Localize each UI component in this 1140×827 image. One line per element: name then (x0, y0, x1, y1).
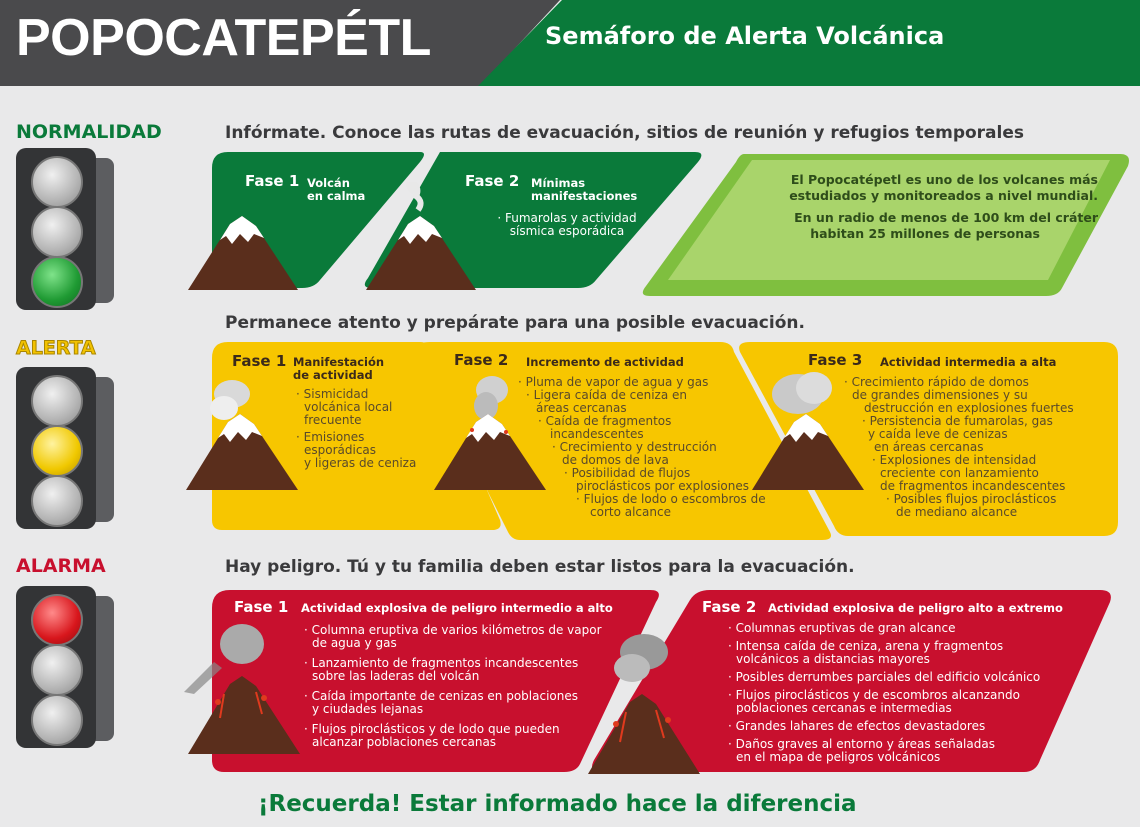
normalidad-fase1-name: Volcán en calma (307, 176, 366, 203)
page-title: POPOCATEPÉTL (16, 9, 431, 67)
level-normalidad-label: NORMALIDAD (16, 121, 162, 143)
alerta-fase1-name: Manifestación de actividad (293, 355, 385, 382)
page-subtitle: Semáforo de Alerta Volcánica (545, 22, 945, 50)
volcano-alarm1-icon (184, 622, 304, 756)
alerta-fase2-title: Fase 2 (454, 351, 509, 369)
alerta-fase2-items: · Pluma de vapor de agua y gas · Ligera caída de ceniza en áreas cercanas · Caída de fragmentos incandescentes · Crecimiento y destrucción de domos de lava · Posibilidad de flujos piroclásticos por explosiones · Flujos de lodo o escombros de corto alcance (518, 375, 766, 519)
normalidad-info-text: El Popocatépetl es uno de los volcanes más estudiados y monitoreados a nivel mundial. En un radio de menos de 100 km del cráter habitan 25 millones de personas (789, 172, 1098, 241)
alarma-fase1-name: Actividad explosiva de peligro intermedio a alto (301, 601, 613, 615)
alerta-heading: Permanece atento y prepárate para una posible evacuación. (225, 313, 805, 333)
normalidad-fase2-items: · Fumarolas y actividad sísmica esporádica (497, 211, 637, 238)
normalidad-heading: Infórmate. Conoce las rutas de evacuación, sitios de reunión y refugios temporales (225, 123, 1024, 143)
normalidad-fase1-title: Fase 1 (245, 172, 300, 190)
alerta-fase3-items: · Crecimiento rápido de domos de grandes dimensiones y su destrucción en explosiones fuertes · Persistencia de fumarolas, gas y caída leve de cenizas en áreas cercanas · Explosiones de intensidad creciente con lanzamiento de fragmentos incandescentes · Posibles flujos piroclásticos de mediano alcance (844, 375, 1074, 519)
alarma-fase2-items: · Columnas eruptivas de gran alcance · Intensa caída de ceniza, arena y fragmentos volcánicos a distancias mayores · Posibles derrumbes parciales del edificio volcánico · Flujos piroclásticos y de escombros alcanzando poblaciones cercanas e intermedias · Grandes lahares de efectos devastadores · Daños graves al entorno y áreas señaladas en el mapa de peligros volcánicos (728, 621, 1041, 764)
alerta-fase3-title: Fase 3 (808, 351, 863, 369)
alerta-fase1-title: Fase 1 (232, 352, 287, 370)
volcano-fumarole-icon (362, 182, 480, 292)
footer-slogan: ¡Recuerda! Estar informado hace la diferencia (258, 791, 857, 817)
volcano-alert1-icon (184, 372, 300, 492)
normalidad-fase2-title: Fase 2 (465, 172, 520, 190)
level-alarma-label: ALARMA (16, 555, 106, 577)
alerta-fase3-name: Actividad intermedia a alta (880, 355, 1057, 369)
alarma-fase2-title: Fase 2 (702, 598, 757, 616)
alarma-fase2-name: Actividad explosiva de peligro alto a extremo (768, 601, 1063, 615)
alerta-fase1-items: · Sismicidad volcánica local frecuente · Emisiones esporádicas y ligeras de ceniza (296, 387, 417, 470)
level-alerta-label: ALERTA (16, 337, 96, 359)
alerta-fase2-name: Incremento de actividad (526, 355, 684, 369)
alarma-heading: Hay peligro. Tú y tu familia deben estar listos para la evacuación. (225, 557, 855, 577)
normalidad-fase2-name: Mínimas manifestaciones (531, 176, 638, 203)
alarma-fase1-items: · Columna eruptiva de varios kilómetros de vapor de agua y gas · Lanzamiento de fragmentos incandescentes sobre las laderas del volcán · Caída importante de cenizas en poblaciones y ciudades lejanas · Flujos piroclásticos y de lodo que pueden alcanzar poblaciones cercanas (304, 623, 602, 749)
volcano-alarm2-icon (586, 632, 702, 776)
alarma-fase1-title: Fase 1 (234, 598, 289, 616)
volcano-calm-icon (184, 206, 302, 292)
